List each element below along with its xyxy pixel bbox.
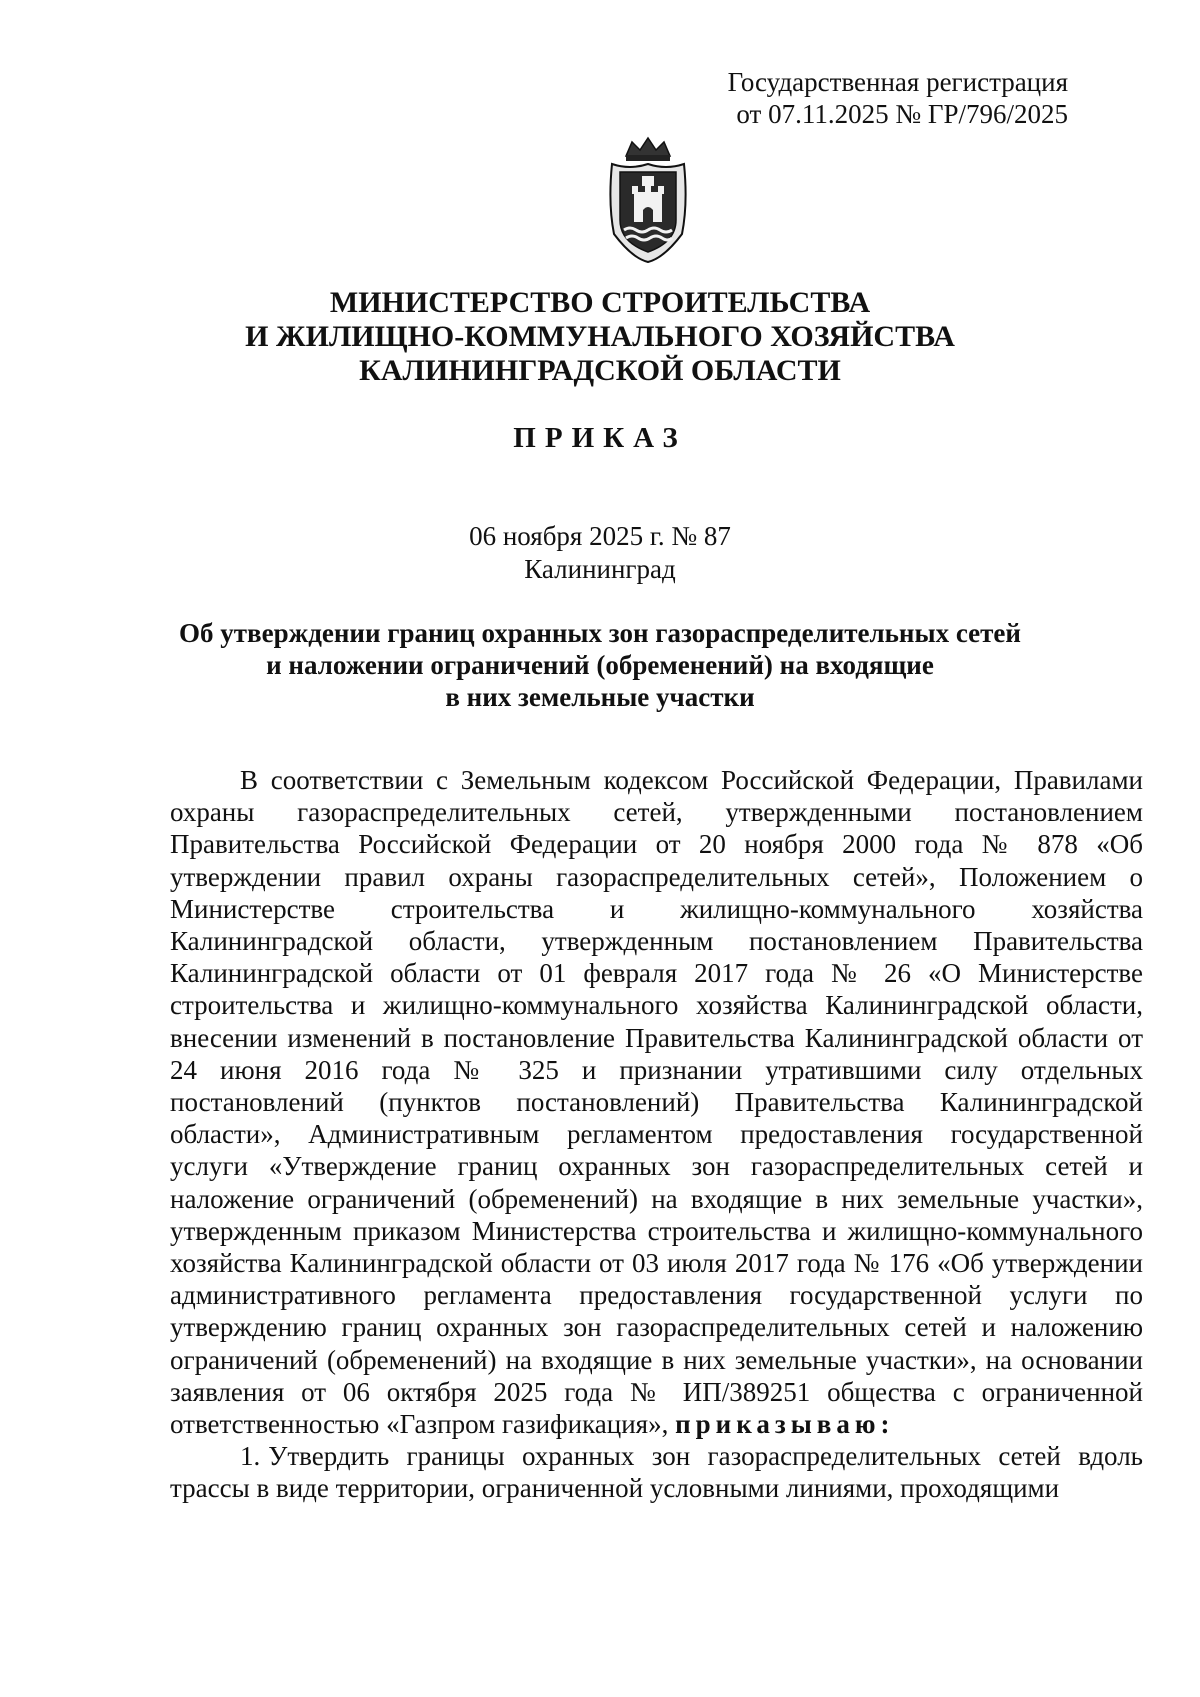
ministry-name xyxy=(150,286,1050,388)
ministry-line-2: И ЖИЛИЩНО-КОММУНАЛЬНОГО ХОЗЯЙСТВА xyxy=(245,320,955,353)
kaliningrad-coat-of-arms-icon xyxy=(602,134,694,264)
order-word: приказываю: xyxy=(675,1409,895,1440)
item-1-paragraph xyxy=(170,1440,1143,1504)
preamble-text: В соответствии с Земельным кодексом Российской Федерации, Правилами охраны газораспределительных сетей, утвержденными постановлением Правительства Российской Федерации от 20 ноября 2000 года № 878 «Об утверждении правил охраны газораспределительных сетей», Положением о Министерстве строительства и жилищно-коммунального хозяйства Калининградской области, утвержденным постановлением Правительства Калининградской области от 01 февраля 2017 года № 26 «О Министерстве строительства и жилищно-коммунального хозяйства Калининградской области, внесении изменений в постановление Правительства Калининградской области от 24 июня 2016 года № 325 и признании утратившими силу отдельных постановлений (пунктов постановлений) Правительства Калининградской области», Административным регламентом предоставления государственной услуги «Утверждение границ охранных зон газораспределительных сетей и наложение ограничений (обременений) на входящие в них земельные участки», утвержденным приказом Министерства строительства и жилищно-коммунального хозяйства Калининградской области от 03 июля 2017 года № 176 «Об утверждении административного регламента предоставления государственной услуги по утверждению границ охранных зон газораспределительных сетей и наложению ограничений (обременений) на входящие в них земельные участки», на основании заявления от 06 октября 2025 года № ИП/389251 общества с ограниченной ответственностью «Газпром газификация», xyxy=(170,765,1143,1440)
order-date-block xyxy=(150,520,1050,586)
subject-line-2: и наложении ограничений (обременений) на входящие xyxy=(266,650,934,680)
order-subject xyxy=(170,617,1030,713)
document-type-title: ПРИКАЗ xyxy=(513,422,687,454)
subject-line-1: Об утверждении границ охранных зон газораспределительных сетей xyxy=(179,618,1021,648)
item-1-text: Утвердить границы охранных зон газораспределительных сетей вдоль трассы в виде территории, ограниченной условными линиями, проходящими xyxy=(170,1441,1143,1504)
registration-number: от 07.11.2025 № ГР/796/2025 xyxy=(736,99,1068,129)
preamble-paragraph xyxy=(170,764,1143,1440)
ministry-line-1: МИНИСТЕРСТВО СТРОИТЕЛЬСТВА xyxy=(329,286,871,319)
ministry-line-3: КАЛИНИНГРАДСКОЙ ОБЛАСТИ xyxy=(359,354,841,387)
order-body xyxy=(170,764,1143,1505)
subject-line-3: в них земельные участки xyxy=(445,682,755,712)
order-city: Калининград xyxy=(524,554,676,584)
registration-label: Государственная регистрация xyxy=(727,67,1068,97)
order-date-number: 06 ноября 2025 г. № 87 xyxy=(469,521,731,551)
registration-stamp xyxy=(728,66,1068,130)
item-1-number: 1. xyxy=(240,1441,261,1472)
